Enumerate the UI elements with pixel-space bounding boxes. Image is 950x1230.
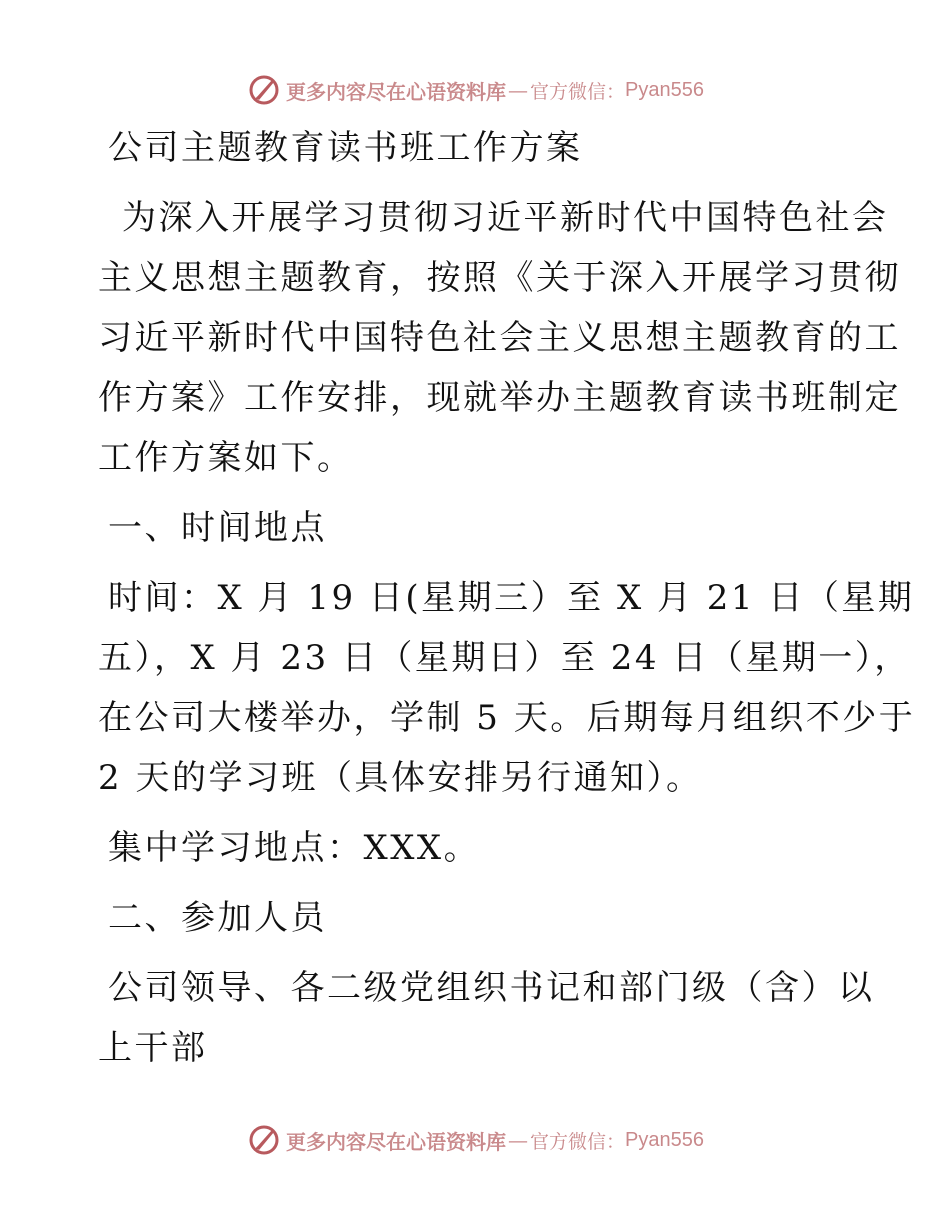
time-line: 五），X 月 23 日（星期日）至 24 日（星期一）， [98,638,911,678]
footer-watermark [0,1120,950,1160]
watermark-id: Pyan556 [625,1128,704,1151]
intro-paragraph [98,188,901,488]
watermark-dash: — [508,1128,528,1152]
time-line: 2 天的学习班（具体安排另行通知）。 [98,758,703,798]
watermark-id: Pyan556 [625,78,704,101]
time-line: 在公司大楼举办，学制 5 天。后期每月组织不少于 [98,698,916,738]
time-line: 时间：X 月 19 日(星期三）至 X 月 21 日（星期 [108,578,915,618]
intro-line: 作方案》工作安排，现就举办主题教育读书班制定 [98,378,901,418]
watermark-sub: 官方微信： [530,1130,626,1153]
intro-line: 主义思想主题教育，按照《关于深入开展学习贯彻 [98,258,901,298]
watermark-sub: 官方微信： [530,80,626,103]
time-paragraph [98,568,916,808]
intro-line: 为深入开展学习贯彻习近平新时代中国特色社会 [122,198,889,238]
quill-logo-icon [246,72,282,108]
header-watermark [0,70,950,110]
intro-line: 习近平新时代中国特色社会主义思想主题教育的工 [98,318,901,358]
document-body [98,118,916,1078]
participants-paragraph [98,958,875,1078]
participants-line: 上干部 [98,1028,208,1068]
section1-heading: 一、时间地点 [108,508,327,548]
participants-line: 公司领导、各二级党组织书记和部门级（含）以 [108,968,875,1008]
intro-line: 工作方案如下。 [98,438,354,478]
watermark-brand: 更多内容尽在心语资料库 [286,79,506,104]
location-line: 集中学习地点：XXX。 [108,828,481,868]
section2-heading: 二、参加人员 [108,898,327,938]
watermark-dash: — [508,78,528,102]
watermark-brand: 更多内容尽在心语资料库 [286,1129,506,1154]
document-title: 公司主题教育读书班工作方案 [108,128,583,168]
quill-logo-icon [246,1122,282,1158]
